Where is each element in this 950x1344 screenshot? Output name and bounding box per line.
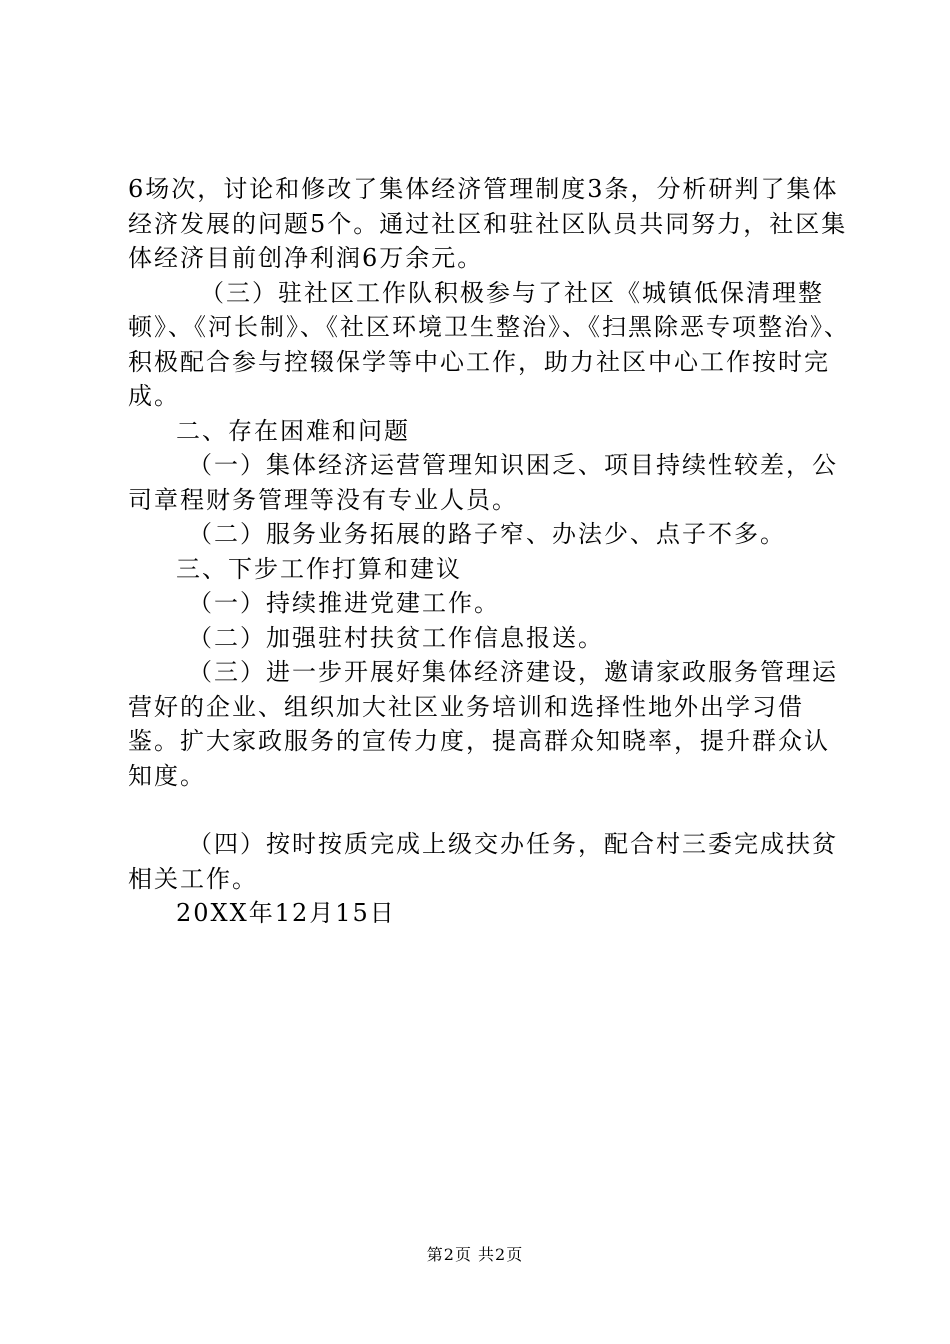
document-body bbox=[128, 172, 850, 931]
paragraph-section-3-4: （四）按时按质完成上级交办任务，配合村三委完成扶贫相关工作。 bbox=[128, 830, 838, 893]
document-date: 20XX年12月15日 bbox=[176, 899, 396, 927]
paragraph-section-3-1: （一）持续推进党建工作。 bbox=[188, 589, 500, 617]
paragraph-section-3-2: （二）加强驻村扶贫工作信息报送。 bbox=[188, 623, 604, 652]
paragraph-section-2-2: （二）服务业务拓展的路子窄、办法少、点子不多。 bbox=[188, 520, 786, 548]
paragraph-section-3-3: （三）进一步开展好集体经济建设，邀请家政服务管理运营好的企业、组织加大社区业务培训和选择性地外出学习借鉴。扩大家政服务的宣传力度，提高群众知晓率，提升群众认知度。 bbox=[128, 658, 838, 790]
heading-section-3: 三、下步工作打算和建议 bbox=[176, 554, 462, 583]
paragraph-continuation: 6场次，讨论和修改了集体经济管理制度3条，分析研判了集体经济发展的问题5个。通过社区和驻社区队员共同努力，社区集体经济目前创净利润6万余元。 bbox=[128, 175, 848, 272]
page-footer: 第2页 共2页 bbox=[426, 1245, 524, 1264]
heading-section-2: 二、存在困难和问题 bbox=[176, 416, 410, 445]
paragraph-section-1-3: （三）驻社区工作队积极参与了社区《城镇低保清理整顿》、《河长制》、《社区环境卫生整治》、《扫黑除恶专项整治》、积极配合参与控辍保学等中心工作，助力社区中心工作按时完成。 bbox=[128, 278, 850, 410]
blank-line bbox=[128, 793, 850, 827]
paragraph-section-2-1: （一）集体经济运营管理知识困乏、项目持续性较差，公司章程财务管理等没有专业人员。 bbox=[128, 451, 838, 514]
